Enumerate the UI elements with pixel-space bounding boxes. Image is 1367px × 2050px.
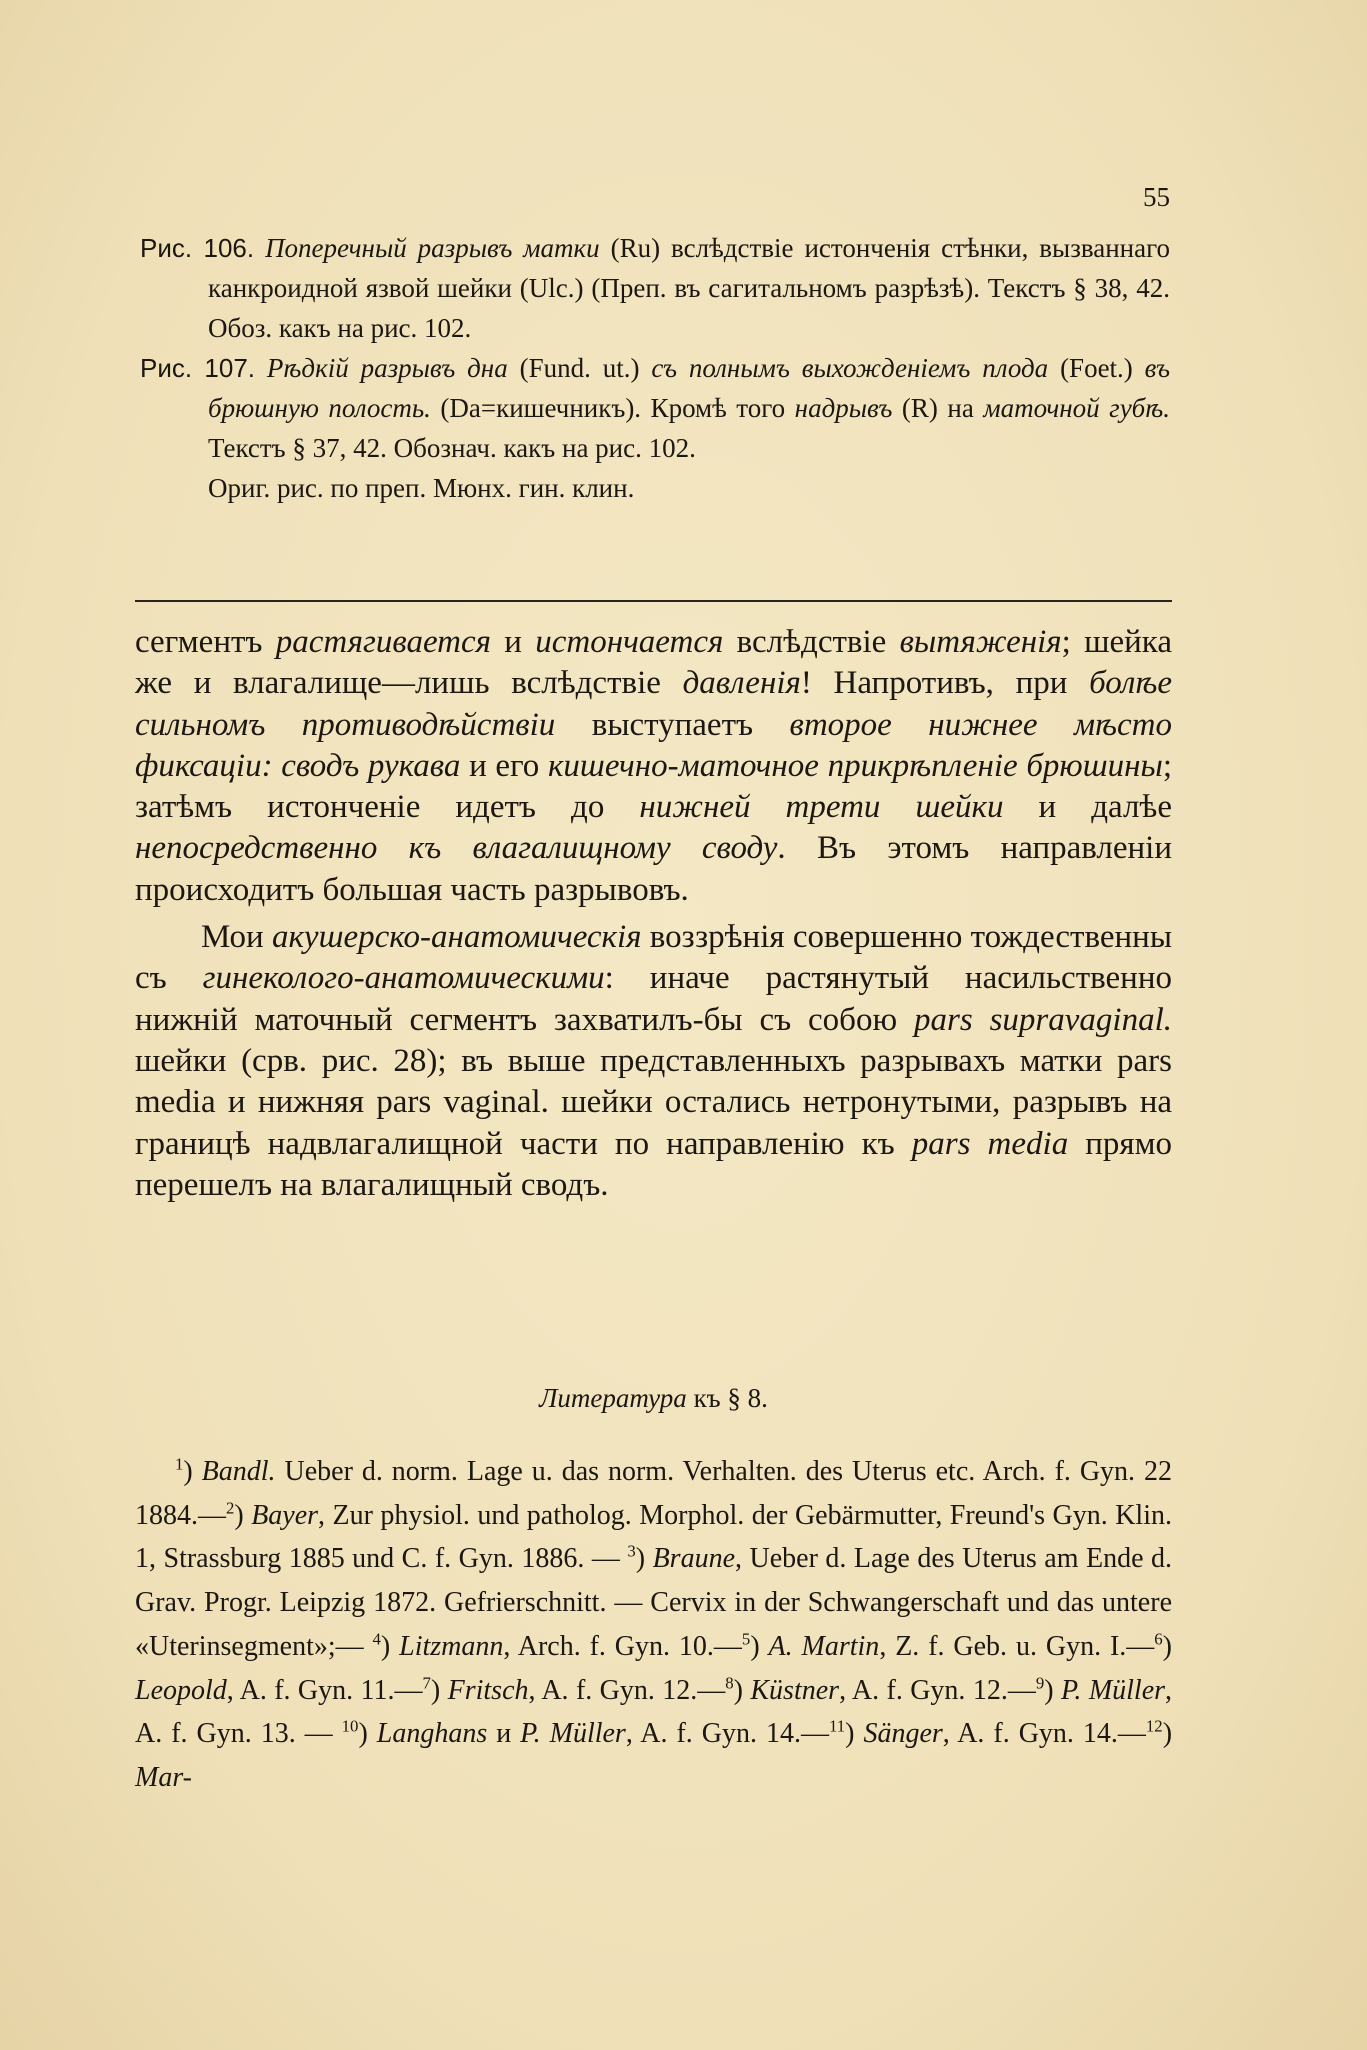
reference-separator: ) bbox=[234, 1499, 252, 1531]
reference-number: 9 bbox=[1035, 1673, 1045, 1693]
reference-text: , A. f. Gyn. 12.— bbox=[839, 1674, 1036, 1706]
reference-separator: ) bbox=[358, 1718, 377, 1750]
text-run: и его bbox=[460, 747, 548, 784]
caption-text: (R) на bbox=[901, 393, 974, 423]
caption-text: (Fund. ut.) bbox=[519, 353, 640, 383]
emphasis-text: pars supravaginal. bbox=[914, 1001, 1172, 1038]
reference-number: 11 bbox=[828, 1716, 846, 1736]
caption-label: Рис. 106. bbox=[140, 233, 255, 263]
text-run: ; шейка же и влагалище—лишь вслѣдствіе bbox=[135, 624, 1172, 702]
caption-text: надрывъ bbox=[794, 393, 893, 423]
caption-text: Текстъ § 37, 42. Обознач. какъ на рис. 102. bbox=[208, 433, 696, 463]
reference-text: , A. f. Gyn. 14.— bbox=[625, 1718, 829, 1750]
caption-title: Рѣдкій разрывъ дна bbox=[266, 353, 508, 383]
bibliography bbox=[135, 1450, 1172, 1800]
reference-author: A. Martin bbox=[768, 1630, 880, 1662]
reference-text: , A. f. Gyn. 11.— bbox=[226, 1674, 423, 1706]
caption-text: съ полнымъ выхожденіемъ плода bbox=[651, 353, 1049, 383]
reference-separator: ) bbox=[845, 1718, 864, 1750]
reference-separator: ) bbox=[380, 1630, 400, 1662]
caption-text: въ брюшную полость. bbox=[208, 353, 1171, 423]
reference-text: , Ueber d. Lage des Uterus am Ende d. Grav. Progr. Leipzig 1872. Gefrierschnitt. — Cervix in der Schwangerschaft und das untere «Uterinsegment»;— bbox=[135, 1543, 1173, 1662]
reference-text: , A. f. Gyn. 14.— bbox=[942, 1718, 1146, 1750]
reference-author: P. Müller bbox=[520, 1718, 626, 1750]
literature-heading bbox=[135, 1383, 1172, 1414]
horizontal-rule bbox=[135, 600, 1172, 602]
emphasis-text: гинеколого-анатомическими bbox=[202, 960, 605, 997]
reference-author: Litzmann bbox=[399, 1630, 504, 1662]
reference-text: , A. f. Gyn. 13. — bbox=[135, 1674, 1173, 1750]
emphasis-text: истончается bbox=[535, 624, 724, 660]
reference-author: Leopold bbox=[135, 1674, 227, 1706]
reference-number: 7 bbox=[422, 1673, 431, 1693]
text-run: и далѣе bbox=[1003, 789, 1172, 826]
text-run: сегментъ bbox=[135, 624, 276, 660]
emphasis-text: вытяженія bbox=[899, 624, 1062, 660]
reference-number: 12 bbox=[1145, 1716, 1163, 1736]
text-run: ; затѣмъ истонченіе идетъ до bbox=[135, 747, 1172, 826]
text-run: ! Напротивъ, при bbox=[800, 665, 1090, 702]
text-run: шейки (срв. рис. 28); въ выше представленныхъ разрывахъ матки pars media и нижняя pars vaginal. шейки остались нетронутыми, разрывъ на границѣ надвлагалищной части по направленію къ bbox=[135, 1042, 1172, 1162]
caption-text: (Ru) вслѣдствіе истонченія стѣнки, вызваннаго канкроидной язвой шейки (Ulc.) (Преп. въ сагитальномъ разрѣзѣ). Текстъ § 38, 42. Обоз. какъ на рис. 102. bbox=[208, 233, 1171, 343]
reference-number: 3 bbox=[627, 1542, 636, 1562]
reference-separator: ) bbox=[1162, 1718, 1173, 1750]
reference-author: Bayer bbox=[251, 1499, 319, 1531]
reference-number: 4 bbox=[372, 1629, 381, 1649]
caption-text: (Foet.) bbox=[1060, 353, 1133, 383]
reference-text: , Arch. f. Gyn. 10.— bbox=[503, 1630, 742, 1662]
reference-number: 10 bbox=[341, 1716, 359, 1736]
literature-heading-section: къ § 8. bbox=[686, 1383, 768, 1413]
emphasis-text: нижней трети шейки bbox=[639, 789, 1004, 826]
text-run: вслѣдствіе bbox=[723, 624, 900, 660]
emphasis-text: кишечно-маточное прикрѣпленіе брюшины bbox=[547, 747, 1163, 784]
reference-author: P. Müller bbox=[1060, 1674, 1166, 1706]
page-number: 55 bbox=[1143, 182, 1170, 212]
reference-separator: ) bbox=[733, 1674, 751, 1706]
caption-source-note: Ориг. рис. по преп. Мюнх. гин. клин. bbox=[208, 473, 635, 503]
emphasis-text: непосредственно къ влагалищному своду bbox=[135, 830, 778, 867]
text-run: . Въ этомъ направленіи происходитъ большая часть разрывовъ. bbox=[135, 830, 1172, 908]
reference-text: , Z. f. Geb. u. Gyn. I.— bbox=[879, 1630, 1155, 1662]
reference-separator: ) bbox=[1162, 1630, 1172, 1662]
reference-separator: ) bbox=[635, 1543, 653, 1575]
reference-text: , A. f. Gyn. 12.— bbox=[528, 1674, 726, 1706]
caption-label: Рис. 107. bbox=[140, 353, 256, 383]
reference-author: Mar- bbox=[135, 1761, 192, 1793]
reference-number: 8 bbox=[725, 1673, 734, 1693]
reference-author: Bandl. bbox=[201, 1456, 276, 1487]
reference-text: и bbox=[487, 1718, 521, 1750]
emphasis-text: давленія bbox=[682, 665, 801, 702]
reference-author: Sänger bbox=[863, 1718, 943, 1750]
caption-fig-106 bbox=[140, 228, 1170, 348]
caption-fig-107 bbox=[140, 348, 1170, 468]
literature-heading-title: Литература bbox=[539, 1383, 687, 1413]
reference-separator: ) bbox=[750, 1630, 769, 1662]
reference-number: 1 bbox=[175, 1454, 184, 1474]
text-run: воззрѣнія совершенно тождественны съ bbox=[135, 919, 1173, 997]
reference-number: 6 bbox=[1154, 1629, 1163, 1649]
reference-separator: ) bbox=[183, 1456, 202, 1487]
text-run: выступаетъ bbox=[555, 706, 790, 743]
reference-number: 2 bbox=[226, 1498, 235, 1518]
caption-title: Поперечный разрывъ матки bbox=[265, 233, 600, 263]
paragraph-2 bbox=[135, 917, 1172, 1206]
emphasis-text: болѣе сильномъ противодѣйствіи bbox=[135, 665, 1173, 743]
text-run: прямо перешелъ на влагалищный сводъ. bbox=[135, 1125, 1172, 1203]
reference-text: , Zur physiol. und patholog. Morphol. der Gebärmutter, Freund's Gyn. Klin. 1, Strassburg 1885 und C. f. Gyn. 1886. — bbox=[135, 1499, 1172, 1575]
literature-list bbox=[135, 1450, 1172, 1800]
reference-author: Küstner bbox=[750, 1674, 840, 1706]
emphasis-text: pars media bbox=[911, 1125, 1069, 1162]
reference-author: Fritsch bbox=[447, 1674, 529, 1706]
caption-text: (Da=кишечникъ). Кромѣ того bbox=[440, 393, 786, 423]
paragraph-1 bbox=[135, 622, 1172, 911]
main-text bbox=[135, 622, 1172, 1206]
emphasis-text: второе нижнее мѣсто фиксаціи: сводъ рукава bbox=[135, 706, 1173, 784]
text-run: : иначе растянутый насильственно нижній маточный сегментъ захватилъ-бы съ собою bbox=[135, 960, 1172, 1038]
reference-number: 5 bbox=[741, 1629, 751, 1649]
reference-text: Ueber d. norm. Lage u. das norm. Verhalten. des Uterus etc. Arch. f. Gyn. 22 1884.— bbox=[135, 1456, 1173, 1531]
text-run: и bbox=[491, 624, 536, 660]
reference-separator: ) bbox=[1044, 1674, 1061, 1706]
emphasis-text: растягивается bbox=[275, 624, 491, 660]
reference-author: Langhans bbox=[376, 1718, 488, 1750]
reference-author: Braune bbox=[652, 1543, 736, 1575]
emphasis-text: акушерско-анатомическія bbox=[271, 919, 642, 956]
reference-separator: ) bbox=[430, 1674, 448, 1706]
figure-captions bbox=[140, 228, 1170, 508]
text-run: Мои bbox=[201, 919, 272, 956]
caption-text: маточной губѣ. bbox=[983, 393, 1171, 423]
